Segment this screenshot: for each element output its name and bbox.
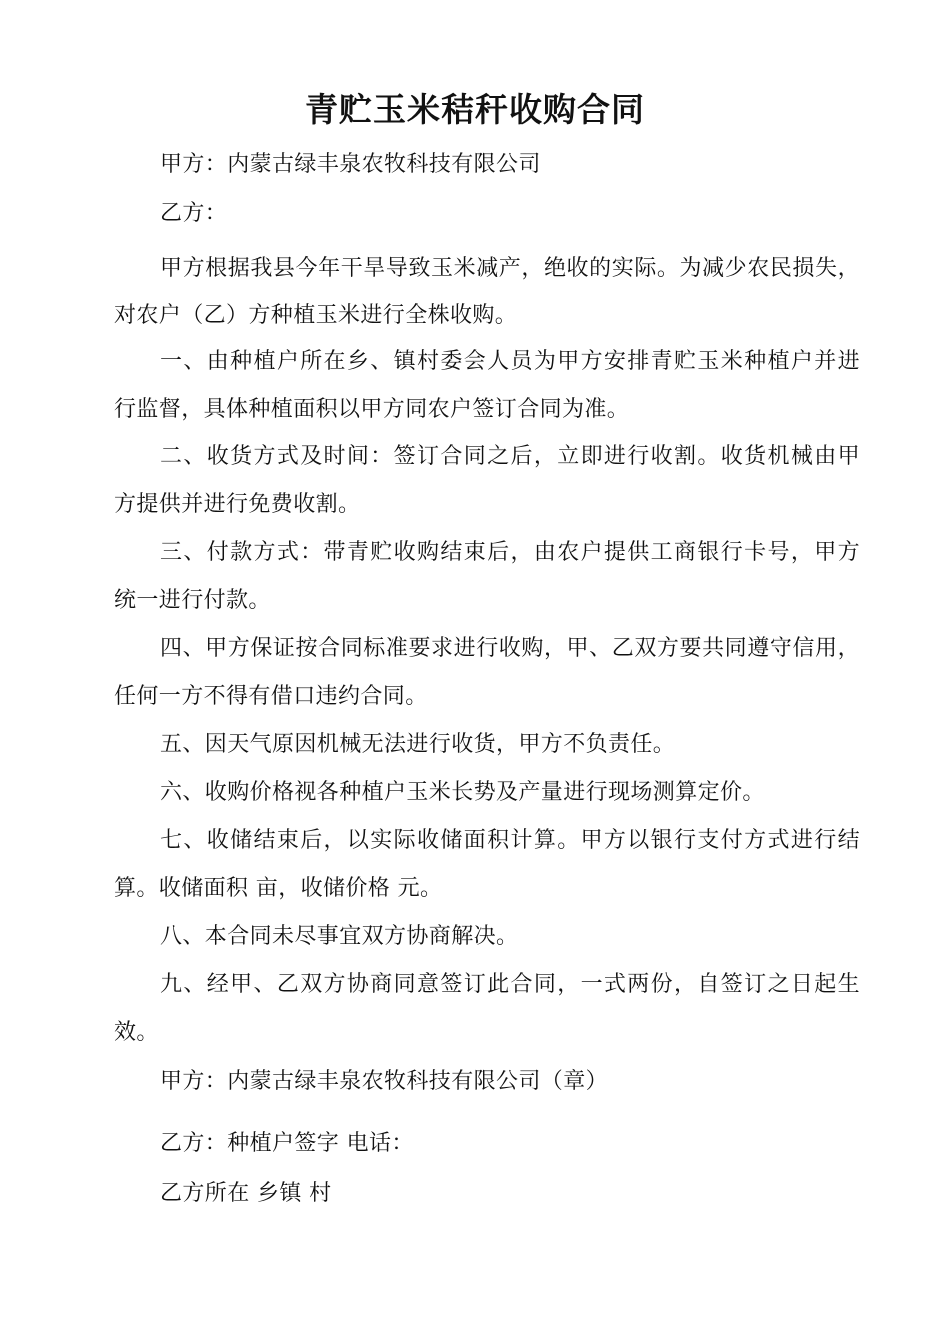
clause-6-line-1: 六、收购价格视各种植户玉米长势及产量进行现场测算定价。 xyxy=(160,780,765,805)
clause-4-line-1: 四、甲方保证按合同标准要求进行收购，甲、乙双方要共同遵守信用， xyxy=(160,636,860,661)
party-b-line: 乙方： xyxy=(160,201,228,226)
clause-1-line-1: 一、由种植户所在乡、镇村委会人员为甲方安排青贮玉米种植户并进 xyxy=(160,349,860,374)
clause-2-line-2: 方提供并进行免费收割。 xyxy=(114,492,361,517)
signature-party-b: 乙方：种植户签字 电话： xyxy=(160,1131,414,1156)
clause-3-line-1: 三、付款方式：带青贮收购结束后，由农户提供工商银行卡号，甲方 xyxy=(160,540,860,565)
clause-4-line-2: 任何一方不得有借口违约合同。 xyxy=(114,684,428,709)
clause-9-line-2: 效。 xyxy=(114,1020,159,1045)
party-b-location: 乙方所在 乡镇 村 xyxy=(160,1181,332,1206)
clause-5-line-1: 五、因天气原因机械无法进行收货，甲方不负责任。 xyxy=(160,732,676,757)
document-title: 青贮玉米秸秆收购合同 xyxy=(305,90,645,129)
clause-7-line-2: 算。收储面积 亩，收储价格 元。 xyxy=(114,876,443,901)
clause-1-line-2: 行监督，具体种植面积以甲方同农户签订合同为准。 xyxy=(114,397,630,422)
clause-3-line-2: 统一进行付款。 xyxy=(114,588,271,613)
signature-party-a: 甲方：内蒙古绿丰泉农牧科技有限公司（章） xyxy=(160,1069,609,1094)
clause-8-line-1: 八、本合同未尽事宜双方协商解决。 xyxy=(160,924,519,949)
clause-7-line-1: 七、收储结束后，以实际收储面积计算。甲方以银行支付方式进行结 xyxy=(160,828,860,853)
intro-line-1: 甲方根据我县今年干旱导致玉米减产，绝收的实际。为减少农民损失， xyxy=(160,256,860,281)
clause-9-line-1: 九、经甲、乙双方协商同意签订此合同，一式两份，自签订之日起生 xyxy=(160,972,860,997)
intro-line-2: 对农户（乙）方种植玉米进行全株收购。 xyxy=(114,303,518,328)
clause-2-line-1: 二、收货方式及时间：签订合同之后，立即进行收割。收货机械由甲 xyxy=(160,444,860,469)
party-a-line: 甲方：内蒙古绿丰泉农牧科技有限公司 xyxy=(160,152,541,177)
